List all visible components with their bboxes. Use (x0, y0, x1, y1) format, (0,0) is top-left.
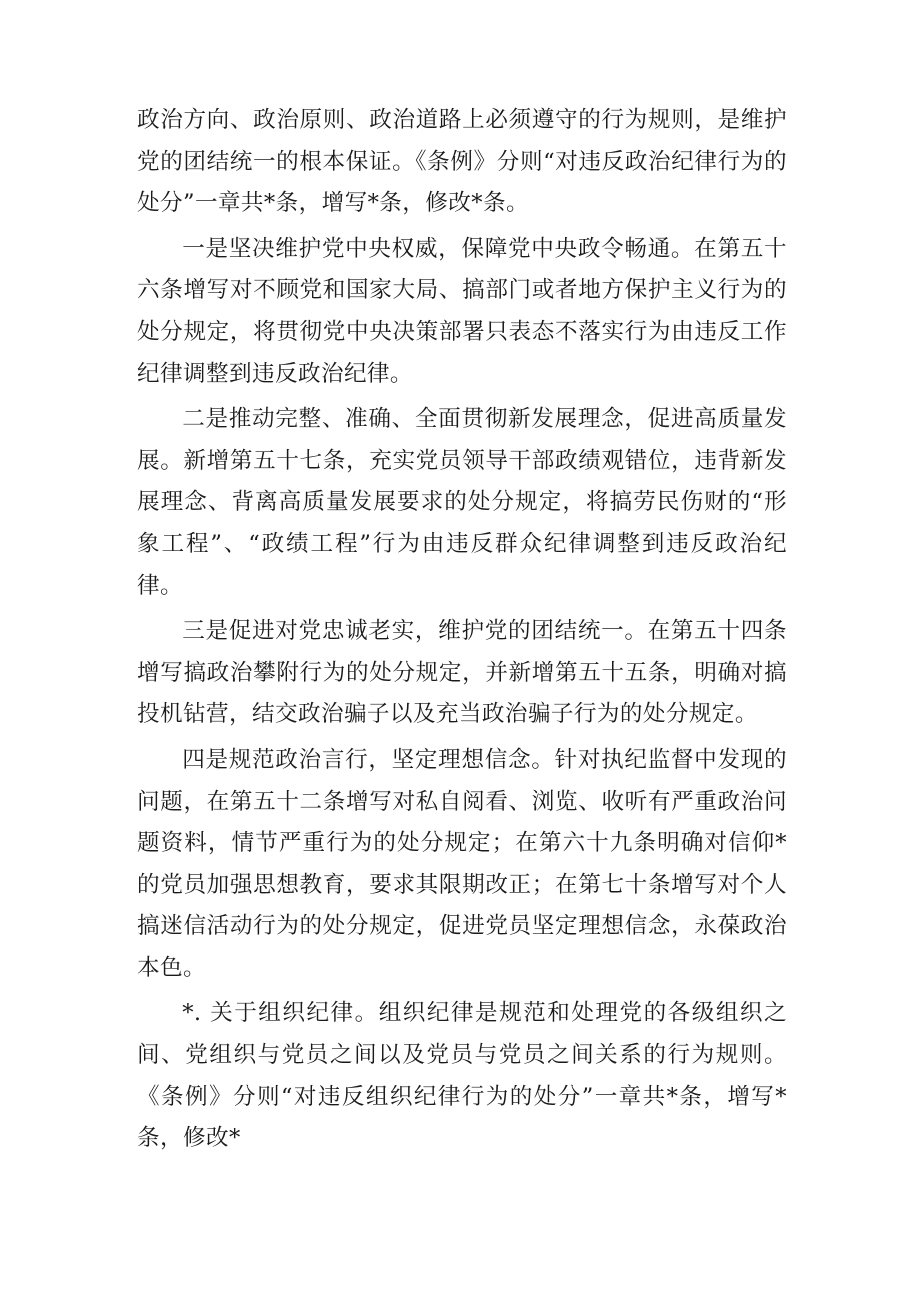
document-body (137, 100, 787, 1164)
paragraph-point-one: 一是坚决维护党中央权威，保障党中央政令畅通。在第五十六条增写对不顾党和国家大局、搞部门或者地方保护主义行为的处分规定，将贯彻党中央决策部署只表态不落实行为由违反工作纪律调整到违反政治纪律。 (137, 235, 787, 387)
paragraph-point-two: 二是推动完整、准确、全面贯彻新发展理念，促进高质量发展。新增第五十七条，充实党员领导干部政绩观错位，违背新发展理念、背离高质量发展要求的处分规定，将搞劳民伤财的“形象工程”、“政绩工程”行为由违反群众纪律调整到违反政治纪律。 (137, 406, 788, 599)
paragraph-point-three: 三是促进对党忠诚老实，维护党的团结统一。在第五十四条增写搞政治攀附行为的处分规定，并新增第五十五条，明确对搞投机钻营，结交政治骗子以及充当政治骗子行为的处分规定。 (137, 618, 787, 728)
paragraph-point-four: 四是规范政治言行，坚定理想信念。针对执纪监督中发现的问题，在第五十二条增写对私自阅看、浏览、收听有严重政治问题资料，情节严重行为的处分规定；在第六十九条明确对信仰*的党员加强思想教育，要求其限期改正；在第七十条增写对个人搞迷信活动行为的处分规定，促进党员坚定理想信念，永葆政治本色。 (137, 746, 787, 981)
paragraph-political-discipline-intro: 政治方向、政治原则、政治道路上必须遵守的行为规则，是维护党的团结统一的根本保证。《条例》分则“对违反政治纪律行为的处分”一章共*条，增写*条，修改*条。 (137, 107, 787, 217)
paragraph-organizational-discipline: *. 关于组织纪律。组织纪律是规范和处理党的各级组织之间、党组织与党员之间以及党员与党员之间关系的行为规则。《条例》分则“对违反组织纪律行为的处分”一章共*条，增写*条，修改* (137, 1000, 787, 1152)
